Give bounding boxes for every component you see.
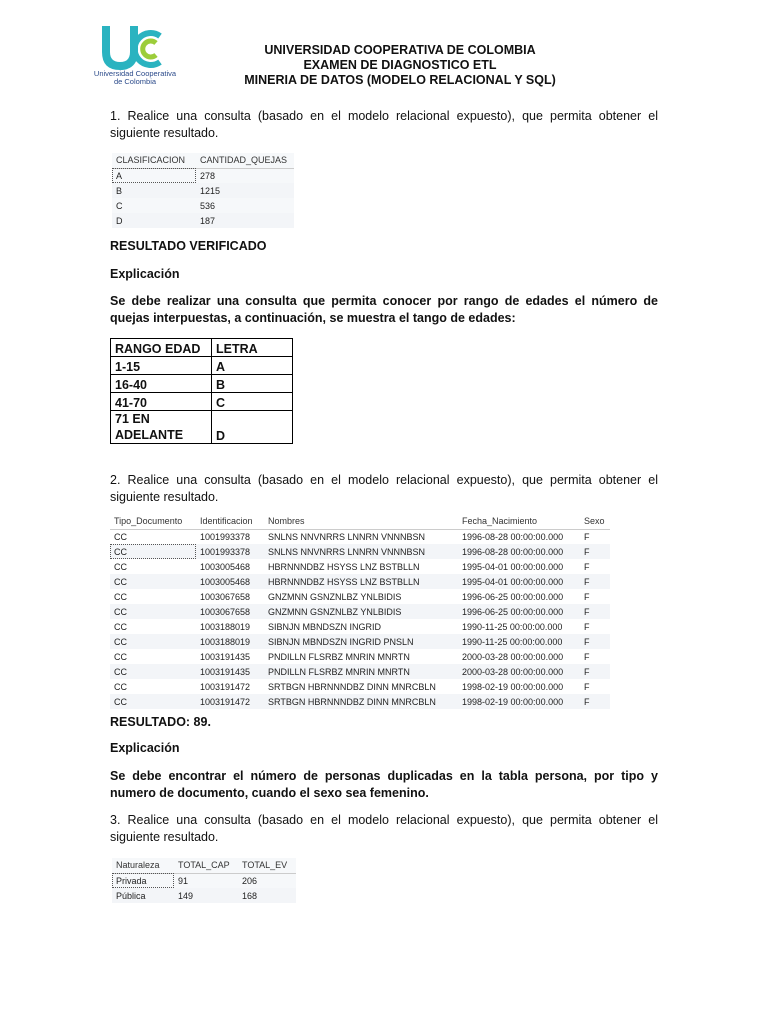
table-cell: SIBNJN MBNDSZN INGRID PNSLN: [264, 634, 458, 649]
document-header: [230, 43, 570, 88]
table-cell: B: [212, 375, 293, 393]
q3-result-table: [112, 858, 296, 903]
table-cell: 168: [238, 888, 296, 903]
table-row: [111, 411, 293, 444]
table-cell: 1996-08-28 00:00:00.000: [462, 531, 564, 542]
logo-c-arc-inner: [143, 41, 156, 57]
table-cell: SRTBGN HBRNNNDBZ DINN MNRCBLN: [268, 681, 436, 692]
table-cell: Privada: [112, 873, 174, 888]
column-header: CANTIDAD_QUEJAS: [196, 153, 294, 168]
table-cell: 1996-06-25 00:00:00.000: [458, 604, 580, 619]
table-cell: CC: [114, 561, 127, 572]
table-header-row: [110, 514, 610, 529]
table-cell: 1996-06-25 00:00:00.000: [462, 591, 564, 602]
table-row: [110, 604, 610, 619]
column-header: Sexo: [580, 514, 610, 529]
q2-explain-title: Explicación: [110, 741, 180, 755]
table-cell: HBRNNNDBZ HSYSS LNZ BSTBLLN: [268, 561, 420, 572]
table-row: [110, 679, 610, 694]
table-cell: B: [112, 183, 196, 198]
column-header: Tipo_Documento: [110, 514, 196, 529]
table-row: [112, 183, 294, 198]
table-cell: 278: [200, 170, 216, 181]
table-row: [110, 664, 610, 679]
table-cell: F: [580, 574, 610, 589]
table-cell: 1001993378: [196, 544, 264, 559]
table-cell: SNLNS NNVNRRS LNNRN VNNNBSN: [268, 531, 426, 542]
q2-result-table: [110, 514, 610, 709]
table-cell: 1003067658: [196, 604, 264, 619]
table-row: [112, 198, 294, 213]
table-cell: CC: [110, 544, 196, 559]
table-row: [112, 873, 296, 888]
table-cell: 1003005468: [200, 561, 251, 572]
table-cell: F: [584, 531, 590, 542]
table-cell: [111, 411, 212, 444]
table-cell: 91: [178, 875, 189, 886]
table-row: [111, 375, 293, 393]
q1-result: RESULTADO VERIFICADO: [110, 239, 267, 253]
table-cell: F: [580, 634, 610, 649]
age-range-table: [110, 338, 293, 444]
header-course: MINERIA DE DATOS (MODELO RELACIONAL Y SQL): [244, 73, 556, 87]
table-cell: 149: [174, 888, 238, 903]
table-cell: 1995-04-01 00:00:00.000: [462, 561, 564, 572]
table-cell: 1998-02-19 00:00:00.000: [462, 681, 564, 692]
q1-explain-title: Explicación: [110, 267, 180, 281]
table-cell: GNZMNN GSNZNLBZ YNLBIDIS: [268, 591, 402, 602]
column-header: Fecha_Nacimiento: [458, 514, 580, 529]
column-header: Naturaleza: [112, 858, 174, 873]
column-header: TOTAL_CAP: [174, 858, 238, 873]
table-cell: SIBNJN MBNDSZN INGRID: [268, 621, 382, 632]
table-cell: 1003188019: [200, 621, 251, 632]
column-header: TOTAL_EV: [238, 858, 296, 873]
table-cell: 1998-02-19 00:00:00.000: [458, 694, 580, 709]
table-cell: CC: [114, 651, 127, 662]
cell-line: 71 EN: [115, 412, 150, 426]
table-row: [110, 634, 610, 649]
table-header-row: [112, 153, 294, 168]
table-cell: PNDILLN FLSRBZ MNRIN MNRTN: [268, 651, 410, 662]
table-cell: CC: [110, 604, 196, 619]
table-cell: 1990-11-25 00:00:00.000: [458, 634, 580, 649]
table-cell: CC: [114, 681, 127, 692]
column-header: LETRA: [212, 339, 293, 357]
table-row: [110, 589, 610, 604]
q1-prompt: 1. Realice una consulta (basado en el modelo relacional expuesto), que permita obtener el siguiente resultado.: [110, 109, 658, 140]
header-university: UNIVERSIDAD COOPERATIVA DE COLOMBIA: [264, 43, 536, 57]
table-cell: F: [580, 664, 610, 679]
table-cell: 1996-08-28 00:00:00.000: [458, 544, 580, 559]
header-exam: EXAMEN DE DIAGNOSTICO ETL: [303, 58, 497, 72]
table-cell: CC: [114, 531, 127, 542]
table-cell: 187: [196, 213, 294, 228]
table-cell: 2000-03-28 00:00:00.000: [458, 664, 580, 679]
table-row: [110, 529, 610, 544]
table-cell: F: [580, 544, 610, 559]
table-cell: 2000-03-28 00:00:00.000: [462, 651, 564, 662]
table-row: [112, 213, 294, 228]
table-cell: D: [112, 213, 196, 228]
q2-result: RESULTADO: 89.: [110, 715, 211, 729]
table-cell: 1-15: [111, 357, 212, 375]
table-row: [110, 694, 610, 709]
table-cell: 536: [200, 200, 216, 211]
q1-result-table: [112, 153, 294, 228]
table-cell: C: [116, 200, 123, 211]
table-row: [110, 649, 610, 664]
table-cell: 1990-11-25 00:00:00.000: [462, 621, 563, 632]
table-row: [111, 393, 293, 411]
table-cell: F: [584, 651, 590, 662]
table-cell: CC: [110, 634, 196, 649]
table-cell: F: [580, 694, 610, 709]
table-cell: GNZMNN GSNZNLBZ YNLBIDIS: [264, 604, 458, 619]
q2-prompt: 2. Realice una consulta (basado en el modelo relacional expuesto), que permita obtener el siguiente resultado.: [110, 473, 658, 504]
table-cell: 16-40: [111, 375, 212, 393]
table-row: [110, 619, 610, 634]
q2-explain-text: Se debe encontrar el número de personas duplicadas en la tabla persona, por tipo y numero de documento, cuando el sexo sea femenino.: [110, 769, 658, 800]
table-cell: 1215: [196, 183, 294, 198]
table-cell: CC: [110, 574, 196, 589]
table-cell: C: [212, 393, 293, 411]
table-cell: PNDILLN FLSRBZ MNRIN MNRTN: [264, 664, 458, 679]
table-header-row: [111, 339, 293, 357]
column-header: CLASIFICACION: [112, 153, 196, 168]
logo-c-arc-outer: [135, 33, 160, 65]
table-cell: F: [584, 591, 590, 602]
column-header: Nombres: [264, 514, 458, 529]
table-row: [110, 574, 610, 589]
table-cell: F: [580, 604, 610, 619]
table-cell: CC: [114, 591, 127, 602]
table-row: [110, 544, 610, 559]
table-cell: HBRNNNDBZ HSYSS LNZ BSTBLLN: [264, 574, 458, 589]
table-cell: 1003191435: [200, 651, 251, 662]
table-row: [111, 357, 293, 375]
q3-prompt: 3. Realice una consulta (basado en el modelo relacional expuesto), que permita obtener el siguiente resultado.: [110, 813, 658, 844]
table-cell: 1003191472: [196, 694, 264, 709]
table-cell: CC: [114, 621, 127, 632]
table-row: [110, 559, 610, 574]
logo-text-line2: de Colombia: [113, 77, 157, 86]
table-cell: 1003191435: [196, 664, 264, 679]
table-cell: 1003005468: [196, 574, 264, 589]
table-cell: 1001993378: [200, 531, 251, 542]
q1-explain-text: Se debe realizar una consulta que permita conocer por rango de edades el número de quejas interpuestas, a continuación, se muestra el tango de edades:: [110, 294, 658, 325]
table-row: [112, 168, 294, 183]
table-cell: SNLNS NNVNRRS LNNRN VNNNBSN: [264, 544, 458, 559]
column-header: Identificacion: [196, 514, 264, 529]
table-cell: A: [212, 357, 293, 375]
table-cell: 1003191472: [200, 681, 251, 692]
cell-line: ADELANTE: [115, 428, 184, 442]
table-cell: SRTBGN HBRNNNDBZ DINN MNRCBLN: [264, 694, 458, 709]
table-cell: 1003067658: [200, 591, 251, 602]
logo-text-line1: Universidad Cooperativa: [93, 69, 177, 78]
table-row: [112, 888, 296, 903]
table-header-row: [112, 858, 296, 873]
column-header: RANGO EDAD: [111, 339, 212, 357]
table-cell: 1003188019: [196, 634, 264, 649]
table-cell: F: [584, 621, 590, 632]
table-cell: 1995-04-01 00:00:00.000: [458, 574, 580, 589]
table-cell: 41-70: [111, 393, 212, 411]
table-cell: 206: [242, 875, 258, 886]
table-cell: CC: [110, 664, 196, 679]
table-cell: F: [584, 681, 590, 692]
table-cell: Pública: [112, 888, 174, 903]
table-cell: F: [584, 561, 590, 572]
table-cell: A: [112, 168, 196, 183]
logo-text: [90, 70, 180, 86]
table-cell: D: [212, 411, 293, 444]
table-cell: CC: [110, 694, 196, 709]
